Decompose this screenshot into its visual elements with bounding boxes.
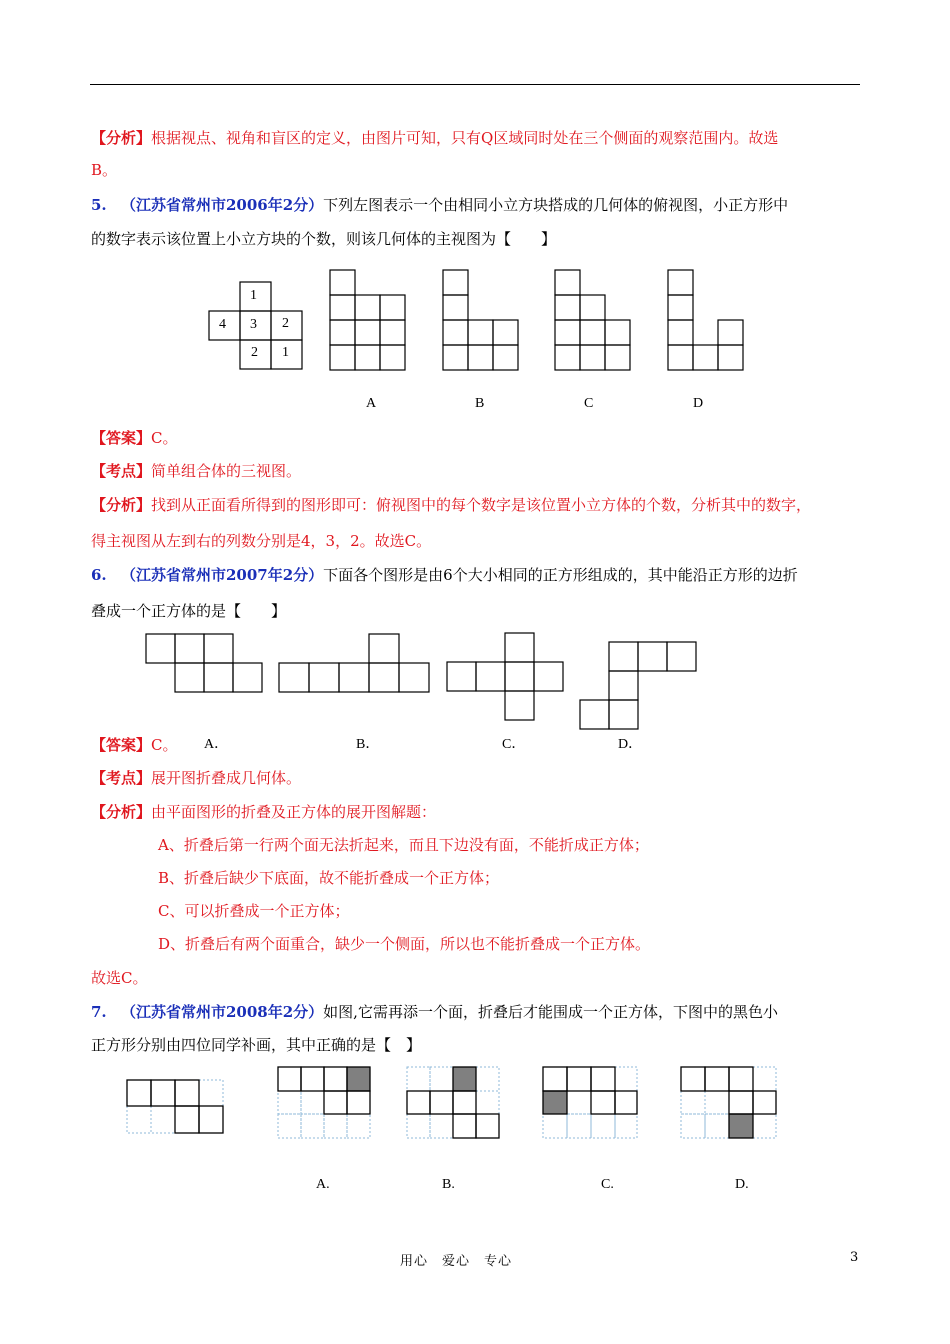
q5-stem-line2: 的数字表示该位置上小立方块的个数，则该几何体的主视图为【 】	[91, 230, 557, 248]
q7-option-b-label: B.	[442, 1177, 455, 1192]
q6-answer: 【答案】C。	[91, 736, 178, 754]
q5-answer: 【答案】C。	[91, 429, 178, 447]
q7-stem-line2: 正方形分别由四位同学补画，其中正确的是【 】	[91, 1036, 422, 1054]
q7-option-a-label: A.	[316, 1177, 330, 1192]
q6-stem-line2: 叠成一个正方体的是【 】	[91, 602, 287, 620]
q6-conclusion: 故选C。	[91, 969, 148, 987]
q5-stem-line1: 5. （江苏省常州市2006年2分）下列左图表示一个由相同小立方块搭成的几何体的俯视图，小正方形中	[91, 196, 789, 214]
q6-analysis-item: C、可以折叠成一个正方体；	[158, 902, 350, 920]
q7-option-d-figure	[681, 1067, 776, 1138]
q7-option-b-figure	[407, 1067, 499, 1138]
q5-option-d-label: D	[693, 396, 704, 411]
q4-analysis-line2: B。	[91, 161, 118, 179]
q7-option-a-figure	[278, 1067, 370, 1138]
q6-analysis-item: B、折叠后缺少下底面，故不能折叠成一个正方体；	[158, 869, 500, 887]
q7-option-c-figure	[543, 1067, 637, 1138]
top-view-number: 1	[250, 288, 257, 303]
q6-option-b-label: B．	[356, 737, 380, 752]
q7-original-net	[127, 1080, 223, 1133]
q6-option-d-label: D．	[618, 737, 643, 752]
top-view-number: 4	[219, 317, 226, 332]
q5-option-b-label: B	[475, 396, 485, 411]
q7-option-c-label: C.	[601, 1177, 614, 1192]
q6-analysis-item: A、折叠后第一行两个面无法折起来，而且下边没有面，不能折成正方体；	[158, 836, 649, 854]
q7-option-d-label: D.	[735, 1177, 749, 1192]
q6-option-a-label: A．	[204, 737, 229, 752]
q5-option-c-label: C	[584, 396, 594, 411]
q6-analysis-intro: 【分析】由平面图形的折叠及正方体的展开图解题：	[91, 803, 437, 821]
q6-option-c-label: C．	[502, 737, 526, 752]
top-view-number: 3	[250, 317, 257, 332]
q6-analysis-item: D、折叠后有两个面重合，缺少一个侧面，所以也不能折叠成一个正方体。	[158, 935, 651, 953]
top-view-number: 2	[282, 316, 289, 331]
page-number: 3	[850, 1250, 859, 1265]
q5-analysis-line2: 得主视图从左到右的列数分别是4，3，2。故选C。	[91, 532, 432, 550]
q4-analysis-line1: 【分析】根据视点、视角和盲区的定义，由图片可知，只有Q区域同时处在三个侧面的观察范围内。故选	[91, 129, 779, 147]
top-view-number: 2	[251, 345, 258, 360]
q5-option-a-label: A	[366, 396, 377, 411]
q7-stem-line1: 7. （江苏省常州市2008年2分）如图,它需再添一个面，折叠后才能围成一个正方体，下图中的黑色小	[91, 1003, 778, 1021]
q5-analysis-line1: 【分析】找到从正面看所得到的图形即可：俯视图中的每个数字是该位置小立方体的个数，分析其中的数字，	[91, 496, 812, 514]
top-view-number: 1	[282, 345, 289, 360]
q6-stem-line1: 6. （江苏省常州市2007年2分）下面各个图形是由6个大小相同的正方形组成的，其中能沿正方形的边折	[91, 566, 798, 584]
q6-point: 【考点】展开图折叠成几何体。	[91, 769, 302, 787]
footer-motto: 用心 爱心 专心	[400, 1254, 513, 1269]
q5-point: 【考点】简单组合体的三视图。	[91, 462, 302, 480]
